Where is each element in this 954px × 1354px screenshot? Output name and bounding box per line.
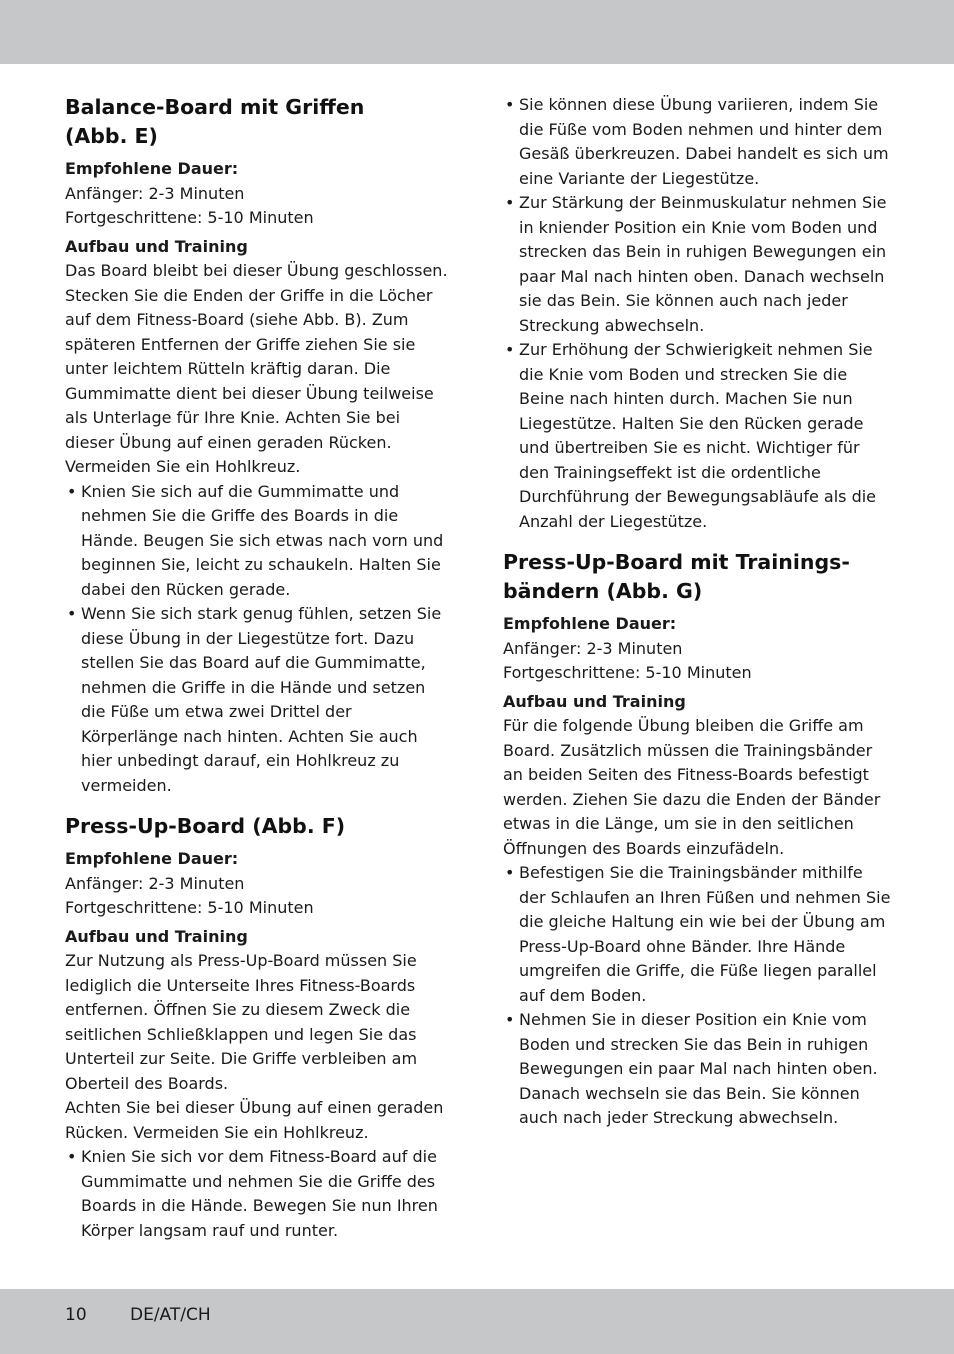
page-number: 10 — [65, 1305, 87, 1325]
section-title-balance-board: Balance-Board mit Griffen (Abb. E) — [65, 95, 365, 148]
list-item: • Nehmen Sie in dieser Position ein Knie vom Boden und strecken Sie das Bein in ruhigen Bewegungen ein paar Mal nach hinten oben. Danach wechseln sie das Bein. Sie können auch nach jeder Streckung abwechseln. — [505, 1010, 878, 1127]
section-press-up-board — [65, 812, 450, 1243]
bullet-icon: • — [67, 481, 77, 501]
setup-paragraph: Für die folgende Übung bleiben die Griffe am Board. Zusätzlich müssen die Trainingsbänder an beiden Seiten des Fitness-Boards befestigt werden. Ziehen Sie dazu die Enden der Bänder etwas in die Länge, um sie in den seitlichen Öffnungen des Boards einzufädeln. — [503, 716, 881, 858]
beginner-duration: Anfänger: 2-3 Minuten — [65, 183, 245, 203]
right-column — [503, 93, 893, 1145]
bullet-icon: • — [67, 1147, 77, 1166]
duration-label: Empfohlene Dauer: — [65, 849, 239, 868]
beginner-duration: Anfänger: 2-3 Minuten — [65, 873, 245, 893]
duration-label: Empfohlene Dauer: — [503, 614, 677, 633]
section-press-up-board-bands — [503, 548, 893, 1131]
section-title-press-up-board-bands: Press-Up-Board mit Trainings- bändern (Abb. G) — [503, 550, 850, 603]
duration-label: Empfohlene Dauer: — [65, 159, 239, 178]
bullet-list — [65, 1145, 450, 1243]
advanced-duration: Fortgeschrittene: 5-10 Minuten — [503, 663, 752, 682]
setup-paragraph: Das Board bleibt bei dieser Übung geschlossen. Stecken Sie die Enden der Griffe in die Löcher auf dem Fitness-Board (siehe Abb. B). Zum späteren Entfernen der Griffe ziehen Sie sie unter leichtem Rütteln kräftig daran. Die Gummimatte dient bei dieser Übung teilweise als Unterlage für Ihre Knie. Achten Sie bei dieser Übung auf einen geraden Rücken. Vermeiden Sie ein Hohlkreuz. — [65, 261, 448, 476]
back-advice-paragraph: Achten Sie bei dieser Übung auf einen geraden Rücken. Vermeiden Sie ein Hohlkreuz. — [65, 1098, 444, 1142]
setup-label: Aufbau und Training — [503, 691, 686, 711]
setup-label: Aufbau und Training — [65, 926, 248, 946]
list-item: • Zur Stärkung der Beinmuskulatur nehmen Sie in kniender Position ein Knie vom Boden und strecken das Bein in ruhigen Bewegungen ein paar Mal nach hinten oben. Danach wechseln sie das Bein. Sie können auch nach jeder Streckung abwechseln. — [505, 193, 887, 335]
list-item: • Befestigen Sie die Trainingsbänder mithilfe der Schlaufen an Ihren Füßen und nehmen Sie die gleiche Haltung ein wie bei der Übung am Press-Up-Board ohne Bänder. Ihre Hände umgreifen die Griffe, die Füße liegen parallel auf dem Boden. — [505, 863, 891, 1005]
header-band — [0, 0, 954, 64]
beginner-duration: Anfänger: 2-3 Minuten — [503, 638, 683, 658]
advanced-duration: Fortgeschrittene: 5-10 Minuten — [65, 898, 314, 917]
bullet-icon: • — [505, 193, 515, 212]
list-item: • Knien Sie sich vor dem Fitness-Board auf die Gummimatte und nehmen Sie die Griffe des Boards in die Hände. Bewegen Sie nun Ihren Körper langsam rauf und runter. — [67, 1147, 438, 1240]
bullet-icon: • — [67, 604, 77, 623]
setup-paragraph: Zur Nutzung als Press-Up-Board müssen Sie lediglich die Unterseite Ihres Fitness-Boards entfernen. Öffnen Sie zu diesem Zweck die seitlichen Schließklappen und legen Sie das Unterteil zur Seite. Die Griffe verbleiben am Oberteil des Boards. — [65, 951, 418, 1093]
setup-label: Aufbau und Training — [65, 236, 248, 256]
region-label: DE/AT/CH — [130, 1305, 211, 1325]
bullet-icon: • — [505, 95, 515, 114]
bullet-list — [503, 861, 893, 1131]
section-title-press-up-board: Press-Up-Board (Abb. F) — [65, 814, 346, 838]
bullet-icon: • — [505, 340, 515, 359]
section-press-up-board-continued — [503, 93, 893, 534]
advanced-duration: Fortgeschrittene: 5-10 Minuten — [65, 208, 314, 227]
bullet-icon: • — [505, 1010, 515, 1029]
list-item: • Knien Sie sich auf die Gummimatte und nehmen Sie die Griffe des Boards in die Hände. Beugen Sie sich etwas nach vorn und beginnen Sie, leicht zu schaukeln. Halten Sie dabei den Rücken gerade. — [67, 481, 444, 599]
list-item: • Wenn Sie sich stark genug fühlen, setzen Sie diese Übung in der Liegestütze fort. Dazu stellen Sie das Board auf die Gummimatte, nehmen die Griffe in die Hände und setzen die Füße um etwa zwei Drittel der Körperlänge nach hinten. Achten Sie auch hier unbedingt darauf, ein Hohlkreuz zu vermeiden. — [67, 604, 442, 795]
list-item: • Sie können diese Übung variieren, indem Sie die Füße vom Boden nehmen und hinter dem Gesäß überkreuzen. Dabei handelt es sich um eine Variante der Liegestütze. — [505, 95, 889, 188]
bullet-list — [503, 93, 893, 534]
bullet-list — [65, 480, 450, 799]
left-column — [65, 93, 450, 1257]
list-item: • Zur Erhöhung der Schwierigkeit nehmen Sie die Knie vom Boden und strecken Sie die Beine nach hinten durch. Machen Sie nun Liegestütze. Halten Sie den Rücken gerade und übertreiben Sie es nicht. Wichtiger für den Trainingseffekt ist die ordentliche Durchführung der Bewegungsabläufe als die Anzahl der Liegestütze. — [505, 340, 877, 531]
bullet-icon: • — [505, 863, 515, 882]
section-balance-board — [65, 93, 450, 798]
